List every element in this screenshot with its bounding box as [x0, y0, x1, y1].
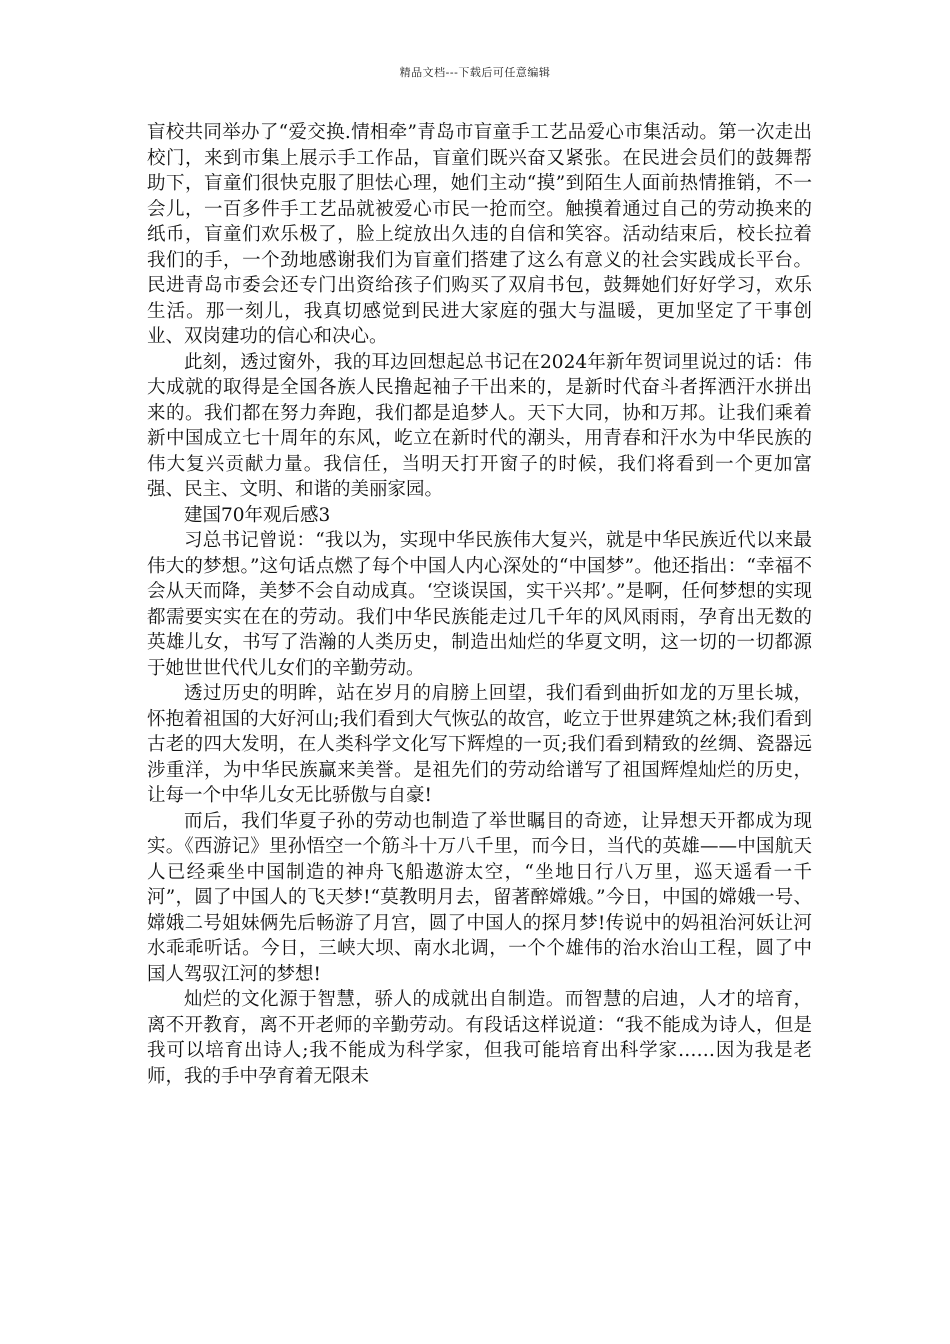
paragraph-chinese-dream: 习总书记曾说：“我以为，实现中华民族伟大复兴，就是中华民族近代以来最伟大的梦想。”这句话点燃了每个中国人内心深处的“中国梦”。他还指出：“幸福不会从天而降，美梦不会自动成真。‘空谈误国，实干兴邦’。”是啊，任何梦想的实现都需要实实在在的劳动。我们中华民族能走过几千年的风风雨雨，孕育出无数的英雄儿女，书写了浩瀚的人类历史，制造出灿烂的华夏文明，这一切的一切都源于她世世代代儿女们的辛勤劳动。: [147, 530, 812, 679]
paragraph-education: 灿烂的文化源于智慧，骄人的成就出自制造。而智慧的启迪，人才的培育，离不开教育，离不开老师的辛勤劳动。有段话这样说道：“我不能成为诗人，但是我可以培育出诗人;我不能成为科学家，但我可能培育出科学家……因为我是老师，我的手中孕育着无限未: [147, 989, 812, 1087]
document-body: [147, 120, 812, 1089]
paragraph-blind-school-market: 盲校共同举办了“爱交换.情相牵”青岛市盲童手工艺品爱心市集活动。第一次走出校门，来到市集上展示手工作品，盲童们既兴奋又紧张。在民进会员们的鼓舞帮助下，盲童们很快克服了胆怯心理，她们主动“摸”到陌生人面前热情推销，不一会儿，一百多件手工艺品就被爱心市民一抢而空。触摸着通过自己的劳动换来的纸币，盲童们欢乐极了，脸上绽放出久违的自信和笑容。活动结束后，校长拉着我们的手，一个劲地感谢我们为盲童们搭建了这么有意义的社会实践成长平台。民进青岛市委会还专门出资给孩子们购买了双肩书包，鼓舞她们好好学习，欢乐生活。那一刻儿，我真切感觉到民进大家庭的强大与温暖，更加坚定了干事创业、双岗建功的信心和决心。: [147, 122, 812, 347]
section-heading: 建国70年观后感3: [184, 504, 331, 526]
page-header: 精品文档---下载后可任意编辑: [399, 66, 551, 79]
paragraph-miracles: 而后，我们华夏子孙的劳动也制造了举世瞩目的奇迹，让异想天开都成为现实。《西游记》里孙悟空一个筋斗十万八千里，而今日，当代的英雄——中国航天人已经乘坐中国制造的神舟飞船遨游太空，“坐地日行八万里，巡天遥看一千河”，圆了中国人的飞天梦!“莫教明月去，留著醉嫦娥。”今日，中国的嫦娥一号、嫦娥二号姐妹俩先后畅游了月宫，圆了中国人的探月梦!传说中的妈祖治河妖让河水乖乖听话。今日，三峡大坝、南水北调，一个个雄伟的治水治山工程，圆了中国人驾驭江河的梦想!: [147, 810, 812, 985]
paragraph-history: 透过历史的明眸，站在岁月的肩膀上回望，我们看到曲折如龙的万里长城，怀抱着祖国的大好河山;我们看到大气恢弘的故宫，屹立于世界建筑之林;我们看到古老的四大发明，在人类科学文化写下辉煌的一页;我们看到精致的丝绸、瓷器远涉重洋，为中华民族赢来美誉。是祖先们的劳动给谱写了祖国辉煌灿烂的历史，让每一个中华儿女无比骄傲与自豪!: [147, 683, 812, 806]
paragraph-new-year-message: 此刻，透过窗外，我的耳边回想起总书记在2024年新年贺词里说过的话：伟大成就的取得是全国各族人民撸起袖子干出来的，是新时代奋斗者挥洒汗水拼出来的。我们都在努力奔跑，我们都是追梦人。天下大同，协和万邦。让我们乘着新中国成立七十周年的东风，屹立在新时代的潮头，用青春和汗水为中华民族的伟大复兴贡献力量。我信任，当明天打开窗子的时候，我们将看到一个更加富强、民主、文明、和谐的美丽家园。: [147, 351, 812, 500]
